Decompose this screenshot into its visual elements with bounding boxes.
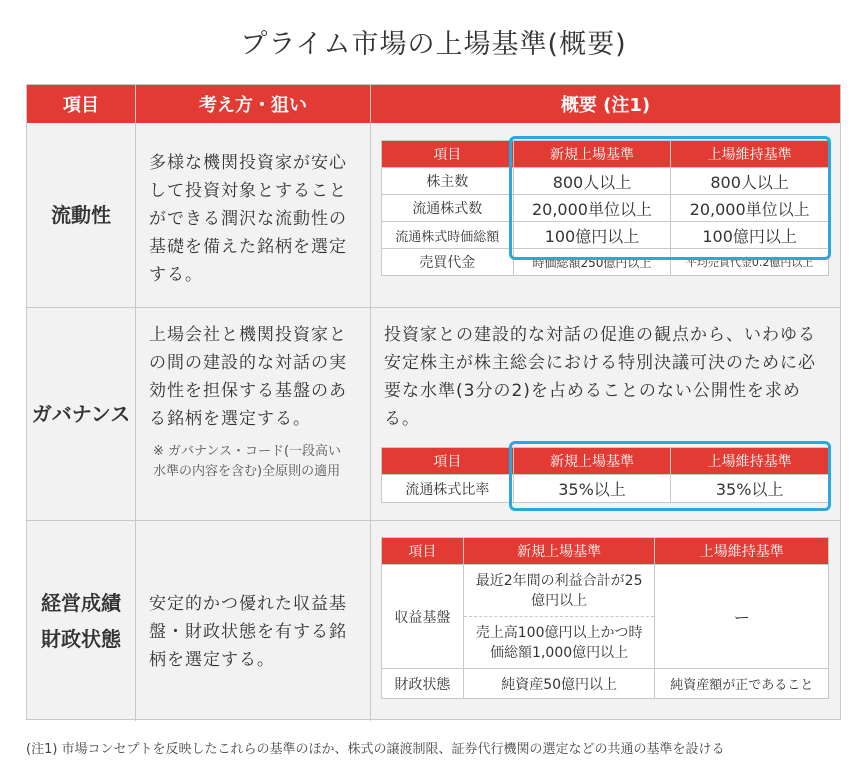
- summary-governance: 投資家との建設的な対話の促進の観点から、いわゆる安定株主が株主総会における特別決議可決のために必要な水準(3分の2)を占めることのない公開性を求める。: [384, 325, 816, 429]
- cell-label: 売買代金: [382, 249, 514, 276]
- col-header-new-listing: 新規上場基準: [513, 141, 671, 168]
- cell-value: 100億円以上: [671, 222, 829, 249]
- cell-label: 流通株式数: [382, 195, 514, 222]
- cell-label: 財政状態: [382, 669, 464, 699]
- cell-value: ー: [655, 565, 829, 669]
- cell-label: 流通株式比率: [382, 475, 514, 503]
- col-header-item: 項目: [382, 448, 514, 475]
- col-header-maintenance: 上場維持基準: [655, 538, 829, 565]
- row-item-performance: [27, 521, 135, 721]
- governance-note: ※ ガバナンス・コード(一段高い水準の内容を含む)全原則の適用: [153, 444, 342, 479]
- cell-label: 流通株式時価総額: [382, 222, 514, 249]
- cell-value: 20,000単位以上: [671, 195, 829, 222]
- col-header-item: 項目: [382, 141, 514, 168]
- aim-governance: 上場会社と機関投資家との間の建設的な対話の実効性を担保する基盤のある銘柄を選定する。: [149, 325, 347, 429]
- cell-value: 35%以上: [513, 475, 671, 503]
- cell-value: 800人以上: [671, 168, 829, 195]
- header-aim: 考え方・狙い: [136, 85, 370, 123]
- footnote: (注1) 市場コンセプトを反映したこれらの基準のほか、株式の譲渡制限、証券代行機関の選定などの共通の基準を設ける: [26, 742, 725, 757]
- cell-value: 時価総額250億円以上: [513, 249, 671, 276]
- cell-value: 100億円以上: [513, 222, 671, 249]
- header-summary: 概要 (注1): [371, 85, 840, 123]
- col-header-new-listing: 新規上場基準: [463, 538, 655, 565]
- highlight-frame: [509, 136, 831, 260]
- criteria-table: [26, 84, 841, 720]
- col-header-maintenance: 上場維持基準: [671, 141, 829, 168]
- row-item-liquidity: 流動性: [51, 203, 111, 227]
- cell-value: 800人以上: [513, 168, 671, 195]
- performance-criteria-table: [381, 537, 829, 699]
- cell-label: 株主数: [382, 168, 514, 195]
- row-item-governance: ガバナンス: [31, 402, 131, 426]
- aim-liquidity: 多様な機関投資家が安心して投資対象とすることができる潤沢な流動性の基礎を備えた銘柄を選定する。: [149, 153, 347, 285]
- cell-value: 売上高100億円以上かつ時価総額1,000億円以上: [463, 617, 655, 669]
- cell-value: 最近2年間の利益合計が25億円以上: [463, 565, 655, 617]
- col-header-item: 項目: [382, 538, 464, 565]
- divider: [135, 85, 136, 721]
- cell-value: 20,000単位以上: [513, 195, 671, 222]
- cell-value: 純資産50億円以上: [463, 669, 655, 699]
- cell-value: 35%以上: [671, 475, 829, 503]
- cell-value: 純資産額が正であること: [655, 669, 829, 699]
- row-item-line: 経営成績: [41, 591, 121, 615]
- col-header-maintenance: 上場維持基準: [671, 448, 829, 475]
- aim-performance: 安定的かつ優れた収益基盤・財政状態を有する銘柄を選定する。: [149, 594, 347, 670]
- col-header-new-listing: 新規上場基準: [513, 448, 671, 475]
- cell-label: 収益基盤: [382, 565, 464, 669]
- divider: [27, 307, 840, 308]
- divider: [370, 85, 371, 721]
- cell-value: 平均売買代金0.2億円以上: [671, 249, 829, 276]
- header-item: 項目: [27, 85, 135, 123]
- highlight-frame: [509, 441, 831, 511]
- divider: [27, 520, 840, 521]
- row-item-line: 財政状態: [41, 627, 121, 651]
- page-title: プライム市場の上場基準(概要): [240, 29, 627, 60]
